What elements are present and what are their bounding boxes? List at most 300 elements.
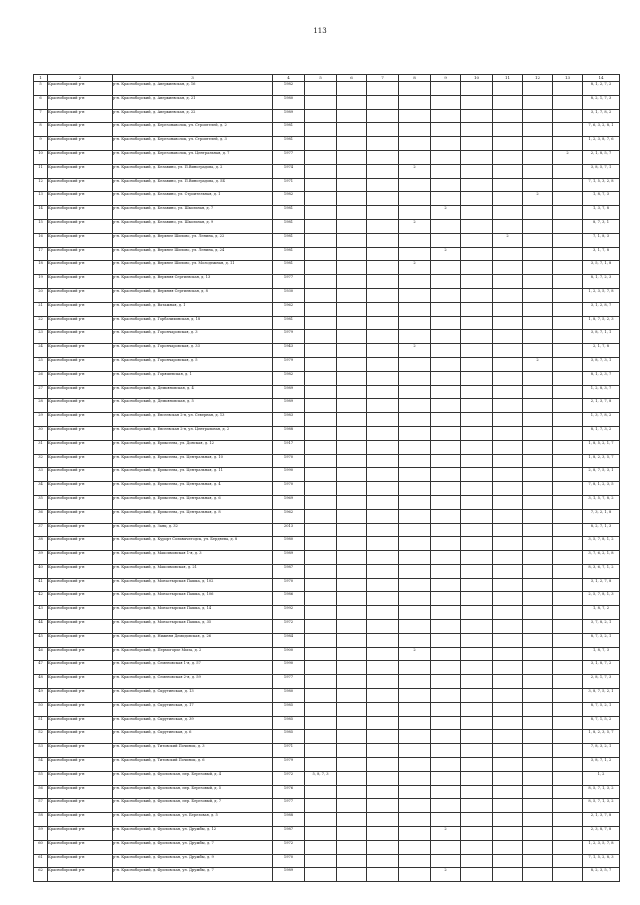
col-14: 1, 2, 8, 3, 7 — [583, 385, 620, 399]
col-10 — [461, 785, 493, 799]
year-built: 1980 — [273, 95, 305, 109]
address: р-н. Красноборский, д. Ватажная, д. 1 — [113, 302, 273, 316]
col-14: 8, 1, 2, 7, 2 — [583, 82, 620, 96]
col-14: 1, 8, 7, 5, 2, 3 — [583, 316, 620, 330]
table-row — [34, 702, 620, 716]
col-10 — [461, 868, 493, 882]
district: Красноборский р-н — [48, 178, 113, 192]
col-12 — [523, 164, 553, 178]
col-5 — [305, 647, 337, 661]
col-13 — [553, 109, 583, 123]
col-6 — [337, 426, 367, 440]
year-built: 1977 — [273, 799, 305, 813]
col-11 — [493, 495, 523, 509]
col-9 — [431, 82, 461, 96]
col-13 — [553, 275, 583, 289]
col-13 — [553, 82, 583, 96]
address: р-н. Красноборский, д. Березонаволок, ул. Строителей, д. 3 — [113, 137, 273, 151]
district: Красноборский р-н — [48, 109, 113, 123]
col-8 — [399, 799, 431, 813]
col-13 — [553, 399, 583, 413]
column-header-4: 4 — [273, 75, 305, 82]
row-number: 12 — [34, 178, 48, 192]
col-5 — [305, 578, 337, 592]
district: Красноборский р-н — [48, 82, 113, 96]
col-5 — [305, 799, 337, 813]
col-14: 3, 1, 5, 7, 8, 2 — [583, 495, 620, 509]
row-number: 58 — [34, 813, 48, 827]
col-9 — [431, 689, 461, 703]
address: р-н. Красноборский, д. Ериксеева, ул. Донская, д. 12 — [113, 440, 273, 454]
address: р-н. Красноборский, д. Семеновская 2-я, д. 59 — [113, 675, 273, 689]
col-6 — [337, 150, 367, 164]
col-10 — [461, 744, 493, 758]
row-number: 15 — [34, 219, 48, 233]
district: Красноборский р-н — [48, 150, 113, 164]
col-13: 2 — [553, 150, 583, 164]
address: р-н. Красноборский, д. Монастырская Пашка, д. 102 — [113, 578, 273, 592]
col-11 — [493, 537, 523, 551]
column-header-13: 13 — [553, 75, 583, 82]
col-6 — [337, 468, 367, 482]
col-6 — [337, 495, 367, 509]
col-7 — [367, 137, 399, 151]
col-10 — [461, 730, 493, 744]
col-11 — [493, 482, 523, 496]
col-10 — [461, 164, 493, 178]
col-9 — [431, 426, 461, 440]
district: Красноборский р-н — [48, 758, 113, 772]
col-13 — [553, 661, 583, 675]
col-11 — [493, 827, 523, 841]
address: р-н. Красноборский, д. Ериксеева, ул. Центральная, д. 4 — [113, 482, 273, 496]
col-12 — [523, 509, 553, 523]
col-6 — [337, 633, 367, 647]
col-13 — [553, 482, 583, 496]
col-8 — [399, 440, 431, 454]
col-8 — [399, 371, 431, 385]
col-10 — [461, 413, 493, 427]
address: р-н. Красноборский, д. Горончаровская, д. 5 — [113, 357, 273, 371]
table-row — [34, 123, 620, 137]
col-9: 2 — [431, 827, 461, 841]
col-6 — [337, 288, 367, 302]
col-7 — [367, 868, 399, 882]
col-10 — [461, 261, 493, 275]
col-12 — [523, 178, 553, 192]
col-10 — [461, 109, 493, 123]
col-13 — [553, 551, 583, 565]
col-13 — [553, 578, 583, 592]
col-11 — [493, 647, 523, 661]
col-9 — [431, 509, 461, 523]
col-7 — [367, 385, 399, 399]
col-6 — [337, 385, 367, 399]
col-14: 7, 3, 2, 1, 8 — [583, 509, 620, 523]
col-7 — [367, 537, 399, 551]
col-8 — [399, 606, 431, 620]
col-12 — [523, 661, 553, 675]
year-built: 1980 — [273, 537, 305, 551]
address: р-н. Красноборский, д. Монастырская Пашка, д. 106 — [113, 592, 273, 606]
row-number: 42 — [34, 592, 48, 606]
district: Красноборский р-н — [48, 426, 113, 440]
col-5 — [305, 385, 337, 399]
col-11 — [493, 771, 523, 785]
col-8 — [399, 454, 431, 468]
col-13 — [553, 206, 583, 220]
col-8 — [399, 206, 431, 220]
col-14: 8, 2, 7, 1, 3 — [583, 523, 620, 537]
col-10 — [461, 606, 493, 620]
table-row — [34, 454, 620, 468]
col-12 — [523, 689, 553, 703]
district: Красноборский р-н — [48, 482, 113, 496]
district: Красноборский р-н — [48, 799, 113, 813]
col-14: 8, 2, 1, 7, 3 — [583, 95, 620, 109]
table-row — [34, 827, 620, 841]
col-7 — [367, 288, 399, 302]
col-9 — [431, 633, 461, 647]
col-14: 1, 2, 3, 5, 7, 8 — [583, 840, 620, 854]
col-9 — [431, 137, 461, 151]
row-number: 46 — [34, 647, 48, 661]
col-14: 1, 8, 7, 2 — [583, 606, 620, 620]
col-6 — [337, 261, 367, 275]
col-7 — [367, 702, 399, 716]
row-number: 38 — [34, 537, 48, 551]
col-10 — [461, 661, 493, 675]
col-11 — [493, 620, 523, 634]
col-11 — [493, 564, 523, 578]
col-11 — [493, 744, 523, 758]
year-built: 1970 — [273, 482, 305, 496]
col-10 — [461, 578, 493, 592]
year-built: 1970 — [273, 578, 305, 592]
col-7 — [367, 647, 399, 661]
col-10 — [461, 399, 493, 413]
column-header-14: 14 — [583, 75, 620, 82]
table-row — [34, 178, 620, 192]
col-6 — [337, 344, 367, 358]
col-13 — [553, 633, 583, 647]
col-14: 2, 1, 3, 7, 8 — [583, 399, 620, 413]
year-built: 1972 — [273, 771, 305, 785]
col-13 — [553, 413, 583, 427]
col-5 — [305, 330, 337, 344]
row-number: 54 — [34, 758, 48, 772]
col-5 — [305, 813, 337, 827]
col-9 — [431, 564, 461, 578]
year-built: 1987 — [273, 564, 305, 578]
address: р-н. Красноборский, д. Аверкиевская, д. 16 — [113, 82, 273, 96]
col-13 — [553, 344, 583, 358]
col-8 — [399, 744, 431, 758]
col-10 — [461, 551, 493, 565]
table-row — [34, 288, 620, 302]
col-10 — [461, 385, 493, 399]
district: Красноборский р-н — [48, 302, 113, 316]
col-9 — [431, 344, 461, 358]
col-5 — [305, 137, 337, 151]
col-11 — [493, 150, 523, 164]
row-number: 40 — [34, 564, 48, 578]
col-14: 7, 1, 8, 3 — [583, 233, 620, 247]
address: р-н. Красноборский, д. Верхнее Шилово, ул. Молодежная, д. 11 — [113, 261, 273, 275]
district: Красноборский р-н — [48, 316, 113, 330]
col-14: 2, 8, 1, 7, 3 — [583, 675, 620, 689]
row-number: 27 — [34, 385, 48, 399]
col-8 — [399, 288, 431, 302]
year-built: 1981 — [273, 219, 305, 233]
col-9 — [431, 799, 461, 813]
col-8 — [399, 523, 431, 537]
district: Красноборский р-н — [48, 247, 113, 261]
col-6 — [337, 95, 367, 109]
address: р-н. Красноборский, д. Горяшевская, д. 1 — [113, 371, 273, 385]
row-number: 44 — [34, 620, 48, 634]
col-11: 2 — [493, 233, 523, 247]
col-7 — [367, 95, 399, 109]
row-number: 36 — [34, 509, 48, 523]
col-5 — [305, 840, 337, 854]
col-5 — [305, 261, 337, 275]
col-5 — [305, 509, 337, 523]
col-7 — [367, 302, 399, 316]
col-9 — [431, 523, 461, 537]
district: Красноборский р-н — [48, 192, 113, 206]
col-5 — [305, 758, 337, 772]
address: р-н. Красноборский, д. Максимовская, д. 21 — [113, 564, 273, 578]
col-6 — [337, 537, 367, 551]
col-14: 8, 1, 7, 3, 2 — [583, 426, 620, 440]
address: р-н. Красноборский, д. Верхнее Шилово, ул. Ленина, д. 24 — [113, 247, 273, 261]
col-13 — [553, 840, 583, 854]
col-10 — [461, 537, 493, 551]
col-14: 1, 3, 7, 8 — [583, 206, 620, 220]
row-number: 25 — [34, 357, 48, 371]
col-5 — [305, 827, 337, 841]
row-number: 8 — [34, 123, 48, 137]
table-row — [34, 426, 620, 440]
district: Красноборский р-н — [48, 275, 113, 289]
col-5 — [305, 233, 337, 247]
address: р-н. Красноборский, д. Скрутинская, д. 6 — [113, 730, 273, 744]
col-5 — [305, 178, 337, 192]
address: р-н. Красноборский, д. Фроловская, ул. Дружбы, д. 7 — [113, 868, 273, 882]
col-5 — [305, 716, 337, 730]
col-11 — [493, 551, 523, 565]
district: Красноборский р-н — [48, 647, 113, 661]
table-row — [34, 302, 620, 316]
table-row — [34, 150, 620, 164]
year-built: 1971 — [273, 178, 305, 192]
col-13 — [553, 288, 583, 302]
col-7 — [367, 799, 399, 813]
col-5 — [305, 219, 337, 233]
table-row — [34, 192, 620, 206]
table-row — [34, 647, 620, 661]
col-7 — [367, 426, 399, 440]
col-10 — [461, 150, 493, 164]
district: Красноборский р-н — [48, 578, 113, 592]
address: р-н. Красноборский, д. Белавино, ул. П.Виноградова, д. 5Б — [113, 178, 273, 192]
col-6 — [337, 827, 367, 841]
col-9 — [431, 440, 461, 454]
row-number: 55 — [34, 771, 48, 785]
address: р-н. Красноборский, д. Белавино, ул. П.Виноградова, д. 2 — [113, 164, 273, 178]
col-9: 2 — [431, 206, 461, 220]
col-6 — [337, 868, 367, 882]
col-6 — [337, 316, 367, 330]
row-number: 60 — [34, 840, 48, 854]
col-13 — [553, 426, 583, 440]
col-12 — [523, 330, 553, 344]
col-9 — [431, 578, 461, 592]
col-6 — [337, 813, 367, 827]
col-12 — [523, 813, 553, 827]
col-12: 2 — [523, 192, 553, 206]
col-12 — [523, 95, 553, 109]
col-8 — [399, 302, 431, 316]
col-11 — [493, 675, 523, 689]
col-7 — [367, 716, 399, 730]
col-12 — [523, 744, 553, 758]
year-built: 1977 — [273, 675, 305, 689]
col-8 — [399, 192, 431, 206]
col-9 — [431, 316, 461, 330]
col-11 — [493, 633, 523, 647]
district: Красноборский р-н — [48, 385, 113, 399]
district: Красноборский р-н — [48, 813, 113, 827]
col-5 — [305, 288, 337, 302]
col-6 — [337, 647, 367, 661]
col-6 — [337, 109, 367, 123]
col-13 — [553, 219, 583, 233]
district: Красноборский р-н — [48, 454, 113, 468]
row-number: 51 — [34, 716, 48, 730]
col-13 — [553, 868, 583, 882]
col-14: 3, 8, 5, 7, 1 — [583, 164, 620, 178]
col-11 — [493, 164, 523, 178]
col-14: 1, 2 — [583, 771, 620, 785]
col-13 — [553, 854, 583, 868]
col-12 — [523, 702, 553, 716]
district: Красноборский р-н — [48, 495, 113, 509]
col-11 — [493, 137, 523, 151]
address: р-н. Красноборский, д. Березонаволок, ул. Строителей, д. 2 — [113, 123, 273, 137]
col-13 — [553, 330, 583, 344]
district: Красноборский р-н — [48, 675, 113, 689]
col-5 — [305, 495, 337, 509]
col-7 — [367, 620, 399, 634]
col-9 — [431, 647, 461, 661]
col-5 — [305, 206, 337, 220]
col-5 — [305, 564, 337, 578]
year-built: 1917 — [273, 440, 305, 454]
col-14: 3, 5, 7, 1, 8 — [583, 261, 620, 275]
row-number: 56 — [34, 785, 48, 799]
year-built: 1974 — [273, 164, 305, 178]
row-number: 16 — [34, 233, 48, 247]
col-5 — [305, 371, 337, 385]
table-row — [34, 164, 620, 178]
col-6 — [337, 661, 367, 675]
col-6 — [337, 454, 367, 468]
col-6 — [337, 82, 367, 96]
col-13 — [553, 675, 583, 689]
col-10 — [461, 523, 493, 537]
col-12 — [523, 716, 553, 730]
col-11 — [493, 192, 523, 206]
col-12 — [523, 827, 553, 841]
year-built: 1990 — [273, 468, 305, 482]
col-7 — [367, 275, 399, 289]
col-12 — [523, 440, 553, 454]
col-10 — [461, 454, 493, 468]
district: Красноборский р-н — [48, 606, 113, 620]
col-14: 2, 1, 8, 5, 7 — [583, 150, 620, 164]
col-8: 2 — [399, 647, 431, 661]
column-header-9: 9 — [431, 75, 461, 82]
col-14: 1, 8, 2, 3, 5, 7 — [583, 730, 620, 744]
year-built: 1969 — [273, 495, 305, 509]
col-5 — [305, 316, 337, 330]
col-9 — [431, 468, 461, 482]
address: р-н. Красноборский, д. Титовский Починок, д. 6 — [113, 758, 273, 772]
col-9 — [431, 702, 461, 716]
col-11 — [493, 109, 523, 123]
district: Красноборский р-н — [48, 592, 113, 606]
address: р-н. Красноборский, д. Курорт Сольвычегодск, ул. Бердяева, д. 8 — [113, 537, 273, 551]
col-14: 1, 8, 5, 2, 1, 7 — [583, 440, 620, 454]
page-number: 113 — [313, 27, 327, 35]
col-13 — [553, 357, 583, 371]
col-8 — [399, 150, 431, 164]
col-12 — [523, 730, 553, 744]
col-8 — [399, 123, 431, 137]
col-11 — [493, 592, 523, 606]
col-7 — [367, 633, 399, 647]
col-5 — [305, 413, 337, 427]
year-built: 1985 — [273, 702, 305, 716]
col-11 — [493, 785, 523, 799]
col-12 — [523, 633, 553, 647]
row-number: 22 — [34, 316, 48, 330]
year-built: 1979 — [273, 758, 305, 772]
col-11 — [493, 454, 523, 468]
col-14: 7, 1, 5, 3, 2, 8 — [583, 178, 620, 192]
col-8 — [399, 178, 431, 192]
year-built: 2013 — [273, 523, 305, 537]
col-5 — [305, 468, 337, 482]
district: Красноборский р-н — [48, 137, 113, 151]
col-7 — [367, 413, 399, 427]
col-8 — [399, 675, 431, 689]
col-8: 2 — [399, 164, 431, 178]
col-7 — [367, 261, 399, 275]
col-11 — [493, 275, 523, 289]
col-10 — [461, 758, 493, 772]
year-built: 1972 — [273, 620, 305, 634]
col-5 — [305, 302, 337, 316]
row-number: 31 — [34, 440, 48, 454]
year-built: 1971 — [273, 744, 305, 758]
col-10 — [461, 302, 493, 316]
col-5 — [305, 785, 337, 799]
col-7 — [367, 468, 399, 482]
col-6 — [337, 275, 367, 289]
